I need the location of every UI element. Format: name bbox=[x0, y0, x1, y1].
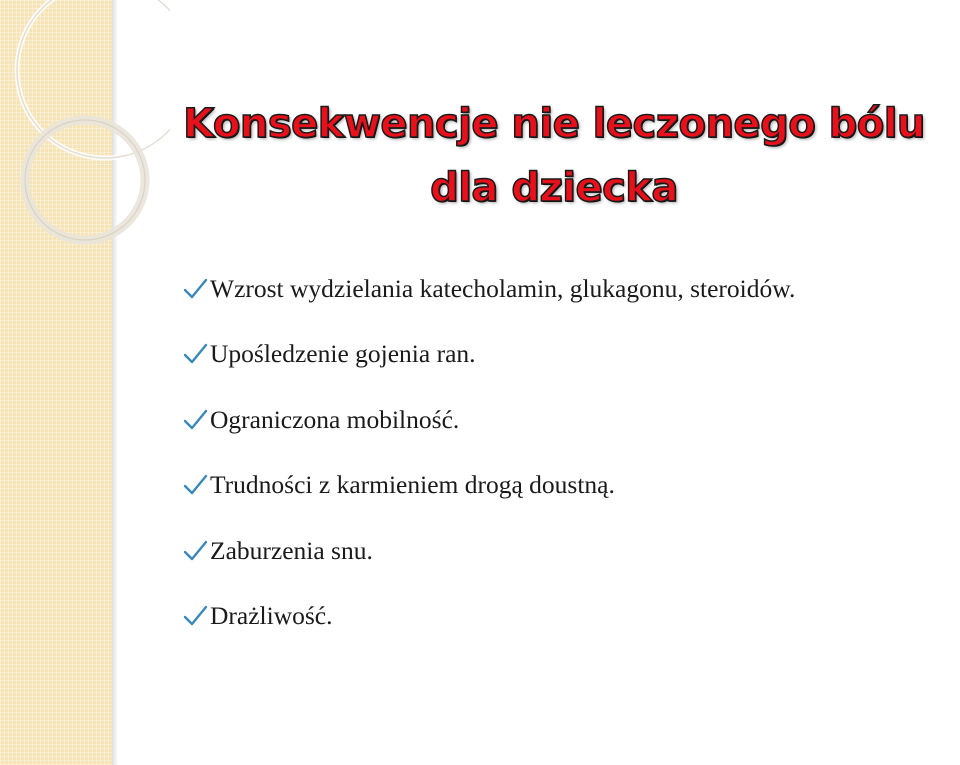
check-icon bbox=[182, 407, 208, 433]
bullet-text: Trudności z karmieniem drogą doustną. bbox=[210, 470, 615, 500]
bullet-list bbox=[182, 256, 960, 649]
check-icon bbox=[182, 276, 208, 302]
bullet-text: Zaburzenia snu. bbox=[210, 535, 373, 565]
check-icon bbox=[182, 472, 208, 498]
list-item bbox=[182, 322, 960, 388]
bullet-text: Upośledzenie gojenia ran. bbox=[210, 339, 476, 369]
list-item bbox=[182, 453, 960, 519]
list-item bbox=[182, 387, 960, 453]
check-icon bbox=[182, 341, 208, 367]
slide-title: Konsekwencje nie leczonego bólu dla dziecka bbox=[183, 101, 925, 211]
bullet-text: Drażliwość. bbox=[210, 601, 333, 631]
bullet-text: Ograniczona mobilność. bbox=[210, 404, 460, 434]
bullet-text: Wzrost wydzielania katecholamin, glukagonu, steroidów. bbox=[210, 273, 796, 303]
check-icon bbox=[182, 538, 208, 564]
list-item bbox=[182, 256, 960, 322]
check-icon bbox=[182, 603, 208, 629]
list-item bbox=[182, 518, 960, 584]
list-item bbox=[182, 584, 960, 650]
decorative-rings bbox=[0, 0, 170, 260]
